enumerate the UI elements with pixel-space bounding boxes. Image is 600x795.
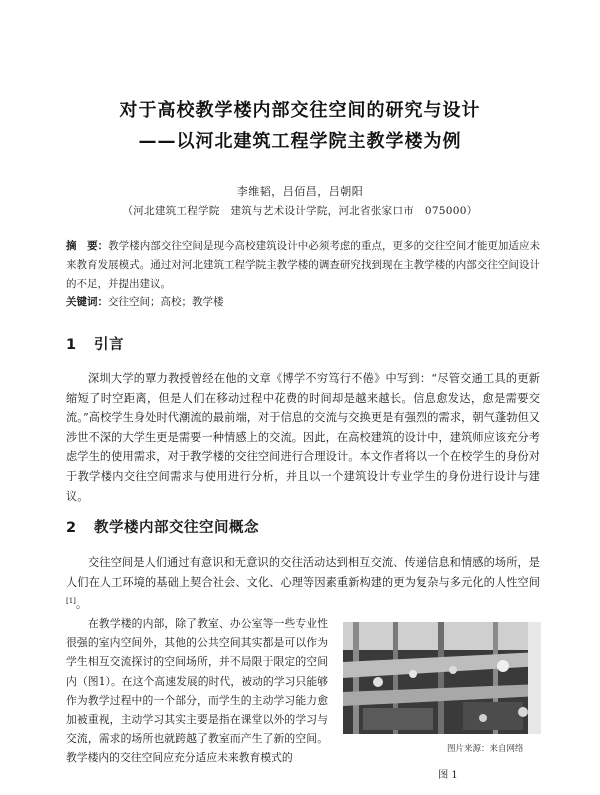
atrium-photo-icon: [343, 622, 541, 734]
keywords-label: 关键词：: [66, 296, 108, 308]
paper-subtitle: ——以河北建筑工程学院主教学楼为例: [138, 131, 462, 152]
figure-1-photo: [343, 622, 541, 734]
figure-caption: 图 1: [438, 770, 458, 781]
section-heading-1: [66, 333, 124, 354]
concept-text-end: 。: [75, 597, 88, 611]
concept-paragraph-2: 在教学楼的内部，除了教室、办公室等一些专业性很强的室内空间外，其他的公共空间其实都是可以作为学生相互交流探讨的空间场所，并不局限于限定的空间内（图1）。在这个高速发展的时代，被动的学习只能够作为教学过程中的一个部分，而学生的主动学习能力愈加被重视，主动学习其实主要是指在课堂以外的学习与交流，需求的场所也就跨越了教室而产生了新的空间。教学楼内的交往空间应充分适应未来教育模式的: [66, 617, 328, 765]
authors: 李维韬，吕佰昌，吕朝阳: [236, 185, 364, 198]
section-number: 2: [66, 520, 77, 536]
section-heading-2: [66, 516, 259, 537]
paper-title: 对于高校教学楼内部交往空间的研究与设计: [119, 100, 481, 121]
figure-source: 图片来源：来自网络: [447, 744, 524, 754]
abstract-text: 教学楼内部交往空间是现今高校建筑设计中必须考虑的重点，更多的交往空间才能更加适应未来教育发展模式。通过对河北建筑工程学院主教学楼的调查研究找到现在主教学楼的内部交往空间设计的不足，并提出建议。: [66, 240, 541, 290]
keywords-text: 交往空间；高校；教学楼: [108, 296, 224, 308]
section-title: 引言: [94, 337, 124, 353]
abstract: [66, 237, 540, 294]
concept-paragraph: [66, 553, 540, 615]
intro-paragraph: 深圳大学的覃力教授曾经在他的文章《博学不穷笃行不倦》中写到：“尽管交通工具的更新缩短了时空距离，但是人们在移动过程中花费的时间却是越来越长。信息愈发达，愈是需要交流。”高校学生身处时代潮流的最前端，对于信息的交流与交换更是有强烈的需求，朝气蓬勃但又涉世不深的大学生更是需要一种情感上的交流。因此，在高校建筑的设计中，建筑师应该充分考虑学生的使用需求，对于教学楼的交往空间进行合理设计。本文作者将以一个在校学生的身份对于教学楼内交往空间需求与使用进行分析，并且以一个建筑设计专业学生的身份进行设计与建议。: [66, 372, 540, 503]
section-number: 1: [66, 337, 77, 353]
citation-ref: [1]: [66, 597, 76, 606]
keywords: [66, 293, 540, 312]
concept-text: 交往空间是人们通过有意识和无意识的交往活动达到相互交流、传递信息和情感的场所，是人们在人工环境的基础上契合社会、文化、心理等因素重新构建的更为复杂与多元化的人性空间: [66, 556, 540, 589]
abstract-label: 摘 要：: [66, 240, 109, 252]
affiliation: （河北建筑工程学院 建筑与艺术设计学院，河北省张家口市 075000）: [122, 205, 478, 217]
section-title: 教学楼内部交往空间概念: [94, 520, 259, 536]
